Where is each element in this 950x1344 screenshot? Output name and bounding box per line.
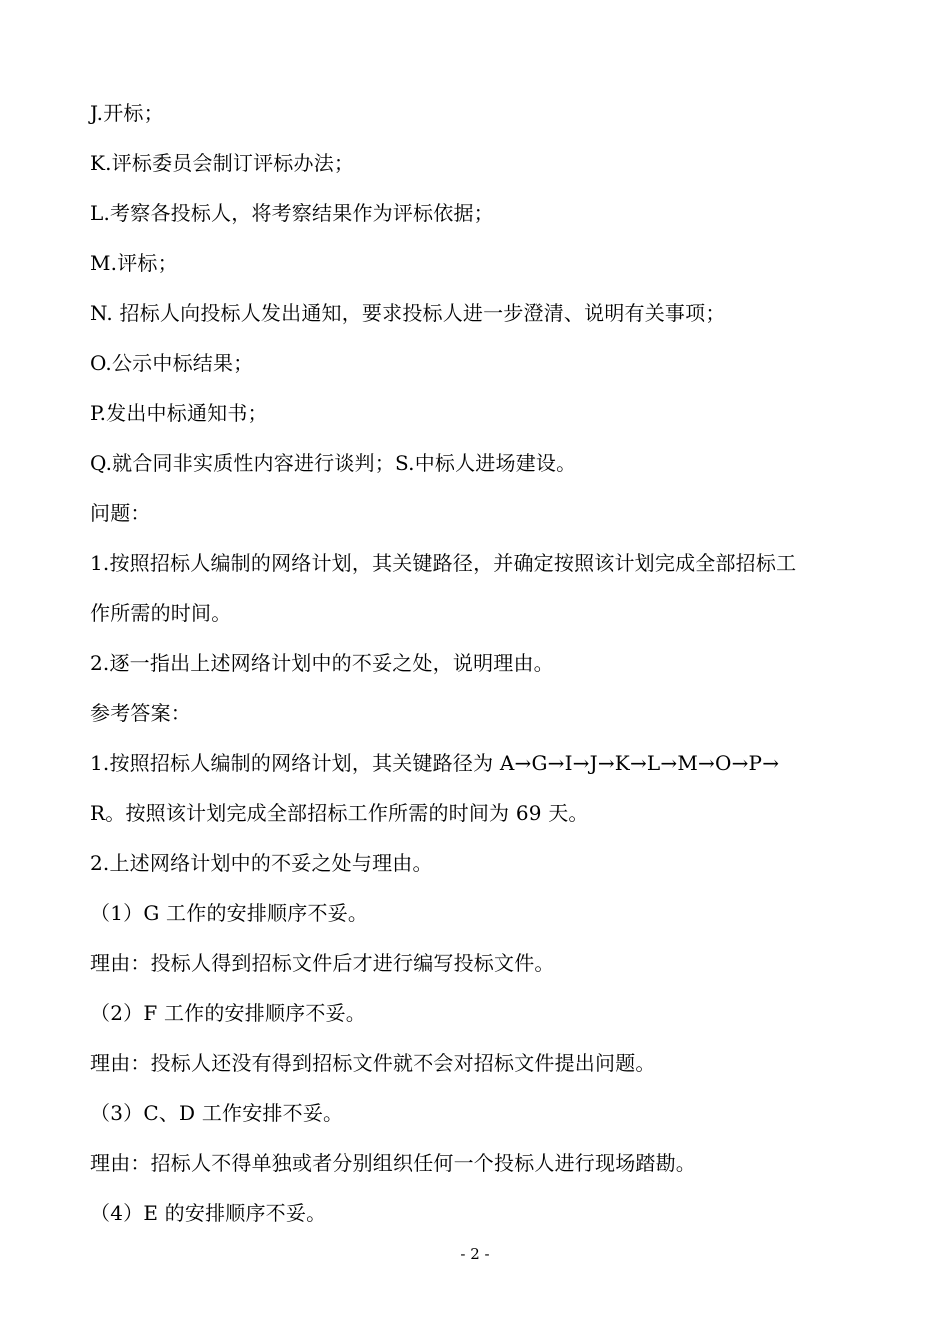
text-line: 理由：招标人不得单独或者分别组织任何一个投标人进行现场踏勘。 (90, 1151, 696, 1175)
page-number: - 2 - (460, 1245, 490, 1263)
text-line: （1）G 工作的安排顺序不妥。 (90, 901, 369, 925)
text-line: J.开标； (90, 101, 164, 125)
section-heading: 参考答案： (90, 701, 191, 725)
text-line: （2）F 工作的安排顺序不妥。 (90, 1001, 366, 1025)
text-line: （3）C、D 工作安排不妥。 (90, 1101, 344, 1125)
text-line: O.公示中标结果； (90, 351, 254, 375)
text-line: （4）E 的安排顺序不妥。 (90, 1201, 327, 1225)
text-line: M.评标； (90, 251, 178, 275)
text-line: P.发出中标通知书； (90, 401, 268, 425)
text-line: L.考察各投标人，将考察结果作为评标依据； (90, 201, 494, 225)
text-line: 1.按照招标人编制的网络计划，其关键路径，并确定按照该计划完成全部招标工 (90, 551, 797, 575)
text-line: N. 招标人向投标人发出通知，要求投标人进一步澄清、说明有关事项； (90, 301, 726, 325)
text-line: 2.上述网络计划中的不妥之处与理由。 (90, 851, 433, 875)
document-body (90, 88, 865, 1238)
text-line: K.评标委员会制订评标办法； (90, 151, 355, 175)
text-line: R。按照该计划完成全部招标工作所需的时间为 69 天。 (90, 801, 589, 825)
text-line: 理由：投标人还没有得到招标文件就不会对招标文件提出问题。 (90, 1051, 656, 1075)
text-line: 2.逐一指出上述网络计划中的不妥之处，说明理由。 (90, 651, 554, 675)
text-line: 1.按照招标人编制的网络计划，其关键路径为 A→G→I→J→K→L→M→O→P→ (90, 751, 780, 775)
text-line: Q.就合同非实质性内容进行谈判；S.中标人进场建设。 (90, 451, 577, 475)
text-line: 理由：投标人得到招标文件后才进行编写投标文件。 (90, 951, 555, 975)
text-line: 作所需的时间。 (90, 601, 232, 625)
section-heading: 问题： (90, 501, 151, 525)
